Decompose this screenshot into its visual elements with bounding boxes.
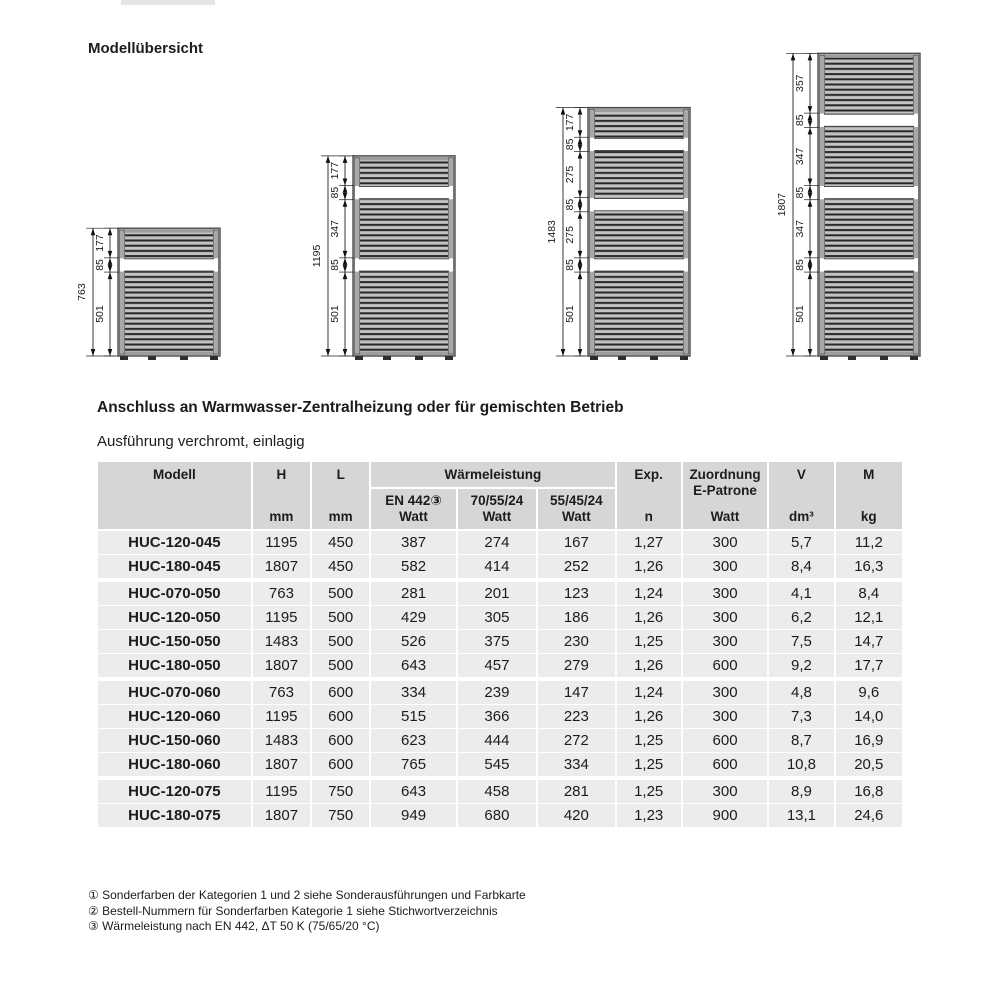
cell-m: 16,9 [836, 729, 902, 753]
footnotes [88, 888, 526, 935]
cell-l: 600 [312, 681, 369, 705]
cell-en442: 765 [371, 753, 455, 780]
table-row-huc-180-060 [98, 753, 902, 780]
cell-exp: 1,26 [617, 555, 681, 582]
dimension-segment-501: 501 [794, 305, 806, 323]
cell-h: 1483 [253, 630, 310, 654]
dimension-segment-85: 85 [794, 259, 806, 271]
spec-table [96, 462, 904, 827]
cell-p7055: 680 [458, 804, 536, 827]
dimension-segment-85: 85 [794, 114, 806, 127]
dimension-total-763: 763 [76, 283, 88, 301]
model-overview-diagrams [60, 30, 940, 370]
cell-v: 5,7 [769, 531, 833, 555]
cell-en442: 643 [371, 780, 455, 804]
cell-p5545: 334 [538, 753, 614, 780]
cell-v: 8,7 [769, 729, 833, 753]
cell-p7055: 274 [458, 531, 536, 555]
table-row-huc-180-075 [98, 804, 902, 827]
table-row-huc-120-050 [98, 606, 902, 630]
column-header-p5545: 55/45/24 Watt [538, 489, 614, 531]
cell-zuordnung: 300 [683, 555, 767, 582]
cell-m: 20,5 [836, 753, 902, 780]
dimension-segment-85: 85 [329, 186, 341, 199]
table-row-huc-070-060 [98, 681, 902, 705]
cell-p7055: 545 [458, 753, 536, 780]
cell-exp: 1,26 [617, 606, 681, 630]
column-header-zuordnung: Zuordnung E-Patrone Watt [683, 462, 767, 531]
dimension-segment-85: 85 [794, 186, 806, 199]
cell-h: 1195 [253, 705, 310, 729]
cell-v: 6,2 [769, 606, 833, 630]
cell-p7055: 458 [458, 780, 536, 804]
cell-modell: HUC-120-050 [98, 606, 251, 630]
cell-en442: 387 [371, 531, 455, 555]
dimension-segment-347: 347 [794, 220, 806, 238]
dimension-segment-275: 275 [564, 165, 576, 184]
cell-modell: HUC-070-060 [98, 681, 251, 705]
cell-exp: 1,26 [617, 705, 681, 729]
radiator-diagram-1195 [311, 156, 455, 360]
cell-p5545: 230 [538, 630, 614, 654]
cell-en442: 334 [371, 681, 455, 705]
cell-v: 7,5 [769, 630, 833, 654]
cell-modell: HUC-180-060 [98, 753, 251, 780]
cell-p7055: 305 [458, 606, 536, 630]
dimension-segment-347: 347 [794, 147, 806, 166]
cell-modell: HUC-150-060 [98, 729, 251, 753]
column-header-m: M kg [836, 462, 902, 531]
cell-l: 450 [312, 531, 369, 555]
footnote-1: ① Sonderfarben der Kategorien 1 und 2 siehe Sonderausführungen und Farbkarte [88, 888, 526, 902]
cell-v: 10,8 [769, 753, 833, 780]
table-row-huc-120-060 [98, 705, 902, 729]
table-row-huc-180-045 [98, 555, 902, 582]
cell-p5545: 252 [538, 555, 614, 582]
dimension-segment-177: 177 [329, 161, 341, 180]
cell-exp: 1,25 [617, 630, 681, 654]
dimension-segment-177: 177 [564, 113, 576, 132]
cell-v: 7,3 [769, 705, 833, 729]
cell-p7055: 414 [458, 555, 536, 582]
cell-exp: 1,24 [617, 582, 681, 606]
cell-en442: 515 [371, 705, 455, 729]
dimension-segment-85: 85 [564, 259, 576, 271]
cell-p7055: 457 [458, 654, 536, 681]
cell-en442: 949 [371, 804, 455, 827]
cell-zuordnung: 300 [683, 606, 767, 630]
column-header-p7055: 70/55/24 Watt [458, 489, 536, 531]
cell-p5545: 272 [538, 729, 614, 753]
cell-p5545: 186 [538, 606, 614, 630]
cell-exp: 1,25 [617, 729, 681, 753]
cell-l: 750 [312, 780, 369, 804]
dimension-segment-85: 85 [329, 259, 341, 271]
cell-l: 500 [312, 606, 369, 630]
dimension-total-1195: 1195 [311, 244, 323, 268]
cell-en442: 623 [371, 729, 455, 753]
cell-h: 1195 [253, 606, 310, 630]
radiator-diagram-763 [76, 228, 220, 360]
cell-h: 1807 [253, 555, 310, 582]
footnote-2: ② Bestell-Nummern für Sonderfarben Kategorie 1 siehe Stichwortverzeichnis [88, 903, 498, 918]
dimension-segment-501: 501 [329, 305, 341, 323]
cell-modell: HUC-180-045 [98, 555, 251, 582]
cell-p5545: 147 [538, 681, 614, 705]
cell-exp: 1,26 [617, 654, 681, 681]
cell-h: 763 [253, 582, 310, 606]
cell-l: 600 [312, 753, 369, 780]
cell-en442: 526 [371, 630, 455, 654]
cell-v: 13,1 [769, 804, 833, 827]
cell-modell: HUC-120-075 [98, 780, 251, 804]
cell-exp: 1,27 [617, 531, 681, 555]
cell-l: 600 [312, 729, 369, 753]
cell-zuordnung: 600 [683, 729, 767, 753]
column-group-waermeleistung: Wärmeleistung [371, 462, 614, 489]
cell-l: 500 [312, 630, 369, 654]
footnote-3: ③ Wärmeleistung nach EN 442, ΔT 50 K (75/65/20 °C) [88, 919, 380, 933]
cell-m: 14,0 [836, 705, 902, 729]
cell-modell: HUC-120-060 [98, 705, 251, 729]
cell-m: 11,2 [836, 531, 902, 555]
cell-exp: 1,24 [617, 681, 681, 705]
table-row-huc-120-045 [98, 531, 902, 555]
spec-table-wrap [96, 462, 904, 827]
cell-p5545: 420 [538, 804, 614, 827]
cell-p7055: 366 [458, 705, 536, 729]
cell-modell: HUC-180-050 [98, 654, 251, 681]
dimension-segment-357: 357 [794, 74, 806, 92]
radiator-diagram-1807 [776, 53, 920, 360]
table-row-huc-150-060 [98, 729, 902, 753]
section-subtitle: Ausführung verchromt, einlagig [97, 433, 305, 450]
page-edge-artifact [121, 0, 215, 5]
cell-p5545: 123 [538, 582, 614, 606]
cell-m: 14,7 [836, 630, 902, 654]
cell-h: 1195 [253, 531, 310, 555]
cell-h: 1807 [253, 804, 310, 827]
cell-m: 24,6 [836, 804, 902, 827]
cell-l: 750 [312, 804, 369, 827]
cell-exp: 1,23 [617, 804, 681, 827]
cell-modell: HUC-070-050 [98, 582, 251, 606]
column-header-v: V dm³ [769, 462, 833, 531]
cell-m: 12,1 [836, 606, 902, 630]
table-row-huc-070-050 [98, 582, 902, 606]
cell-zuordnung: 300 [683, 531, 767, 555]
cell-p5545: 167 [538, 531, 614, 555]
cell-m: 16,8 [836, 780, 902, 804]
cell-modell: HUC-180-075 [98, 804, 251, 827]
table-row-huc-150-050 [98, 630, 902, 654]
dimension-segment-501: 501 [564, 305, 576, 323]
dimension-segment-275: 275 [564, 226, 576, 244]
cell-m: 17,7 [836, 654, 902, 681]
cell-h: 1807 [253, 753, 310, 780]
dimension-segment-177: 177 [94, 234, 106, 252]
cell-p7055: 201 [458, 582, 536, 606]
cell-en442: 429 [371, 606, 455, 630]
table-row-huc-180-050 [98, 654, 902, 681]
cell-p5545: 281 [538, 780, 614, 804]
cell-zuordnung: 300 [683, 681, 767, 705]
cell-l: 500 [312, 654, 369, 681]
cell-en442: 281 [371, 582, 455, 606]
radiator-diagram-1483 [546, 108, 690, 360]
column-header-modell: Modell [98, 462, 251, 531]
cell-zuordnung: 300 [683, 705, 767, 729]
cell-h: 1483 [253, 729, 310, 753]
cell-zuordnung: 300 [683, 630, 767, 654]
cell-p5545: 223 [538, 705, 614, 729]
column-header-en442: EN 442③ Watt [371, 489, 455, 531]
dimension-segment-347: 347 [329, 220, 341, 238]
dimension-total-1483: 1483 [546, 220, 558, 244]
dimension-total-1807: 1807 [776, 192, 788, 217]
cell-h: 1807 [253, 654, 310, 681]
dimension-segment-501: 501 [94, 305, 106, 323]
cell-en442: 582 [371, 555, 455, 582]
cell-p7055: 444 [458, 729, 536, 753]
cell-modell: HUC-120-045 [98, 531, 251, 555]
cell-modell: HUC-150-050 [98, 630, 251, 654]
cell-p7055: 375 [458, 630, 536, 654]
cell-zuordnung: 300 [683, 582, 767, 606]
cell-h: 763 [253, 681, 310, 705]
column-header-exp: Exp. n [617, 462, 681, 531]
cell-p7055: 239 [458, 681, 536, 705]
cell-m: 8,4 [836, 582, 902, 606]
cell-v: 9,2 [769, 654, 833, 681]
cell-m: 9,6 [836, 681, 902, 705]
column-header-l: L mm [312, 462, 369, 531]
column-header-h: H mm [253, 462, 310, 531]
cell-zuordnung: 600 [683, 654, 767, 681]
cell-m: 16,3 [836, 555, 902, 582]
cell-zuordnung: 600 [683, 753, 767, 780]
dimension-segment-85: 85 [564, 198, 576, 211]
cell-l: 600 [312, 705, 369, 729]
cell-v: 4,8 [769, 681, 833, 705]
cell-h: 1195 [253, 780, 310, 804]
cell-exp: 1,25 [617, 753, 681, 780]
cell-l: 500 [312, 582, 369, 606]
cell-v: 4,1 [769, 582, 833, 606]
cell-v: 8,9 [769, 780, 833, 804]
cell-p5545: 279 [538, 654, 614, 681]
cell-en442: 643 [371, 654, 455, 681]
section-title: Anschluss an Warmwasser-Zentralheizung oder für gemischten Betrieb [97, 399, 624, 416]
cell-zuordnung: 900 [683, 804, 767, 827]
table-row-huc-120-075 [98, 780, 902, 804]
cell-zuordnung: 300 [683, 780, 767, 804]
cell-v: 8,4 [769, 555, 833, 582]
page-title: Modellübersicht [88, 40, 204, 57]
cell-exp: 1,25 [617, 780, 681, 804]
dimension-segment-85: 85 [94, 259, 106, 271]
dimension-segment-85: 85 [564, 138, 576, 151]
cell-l: 450 [312, 555, 369, 582]
